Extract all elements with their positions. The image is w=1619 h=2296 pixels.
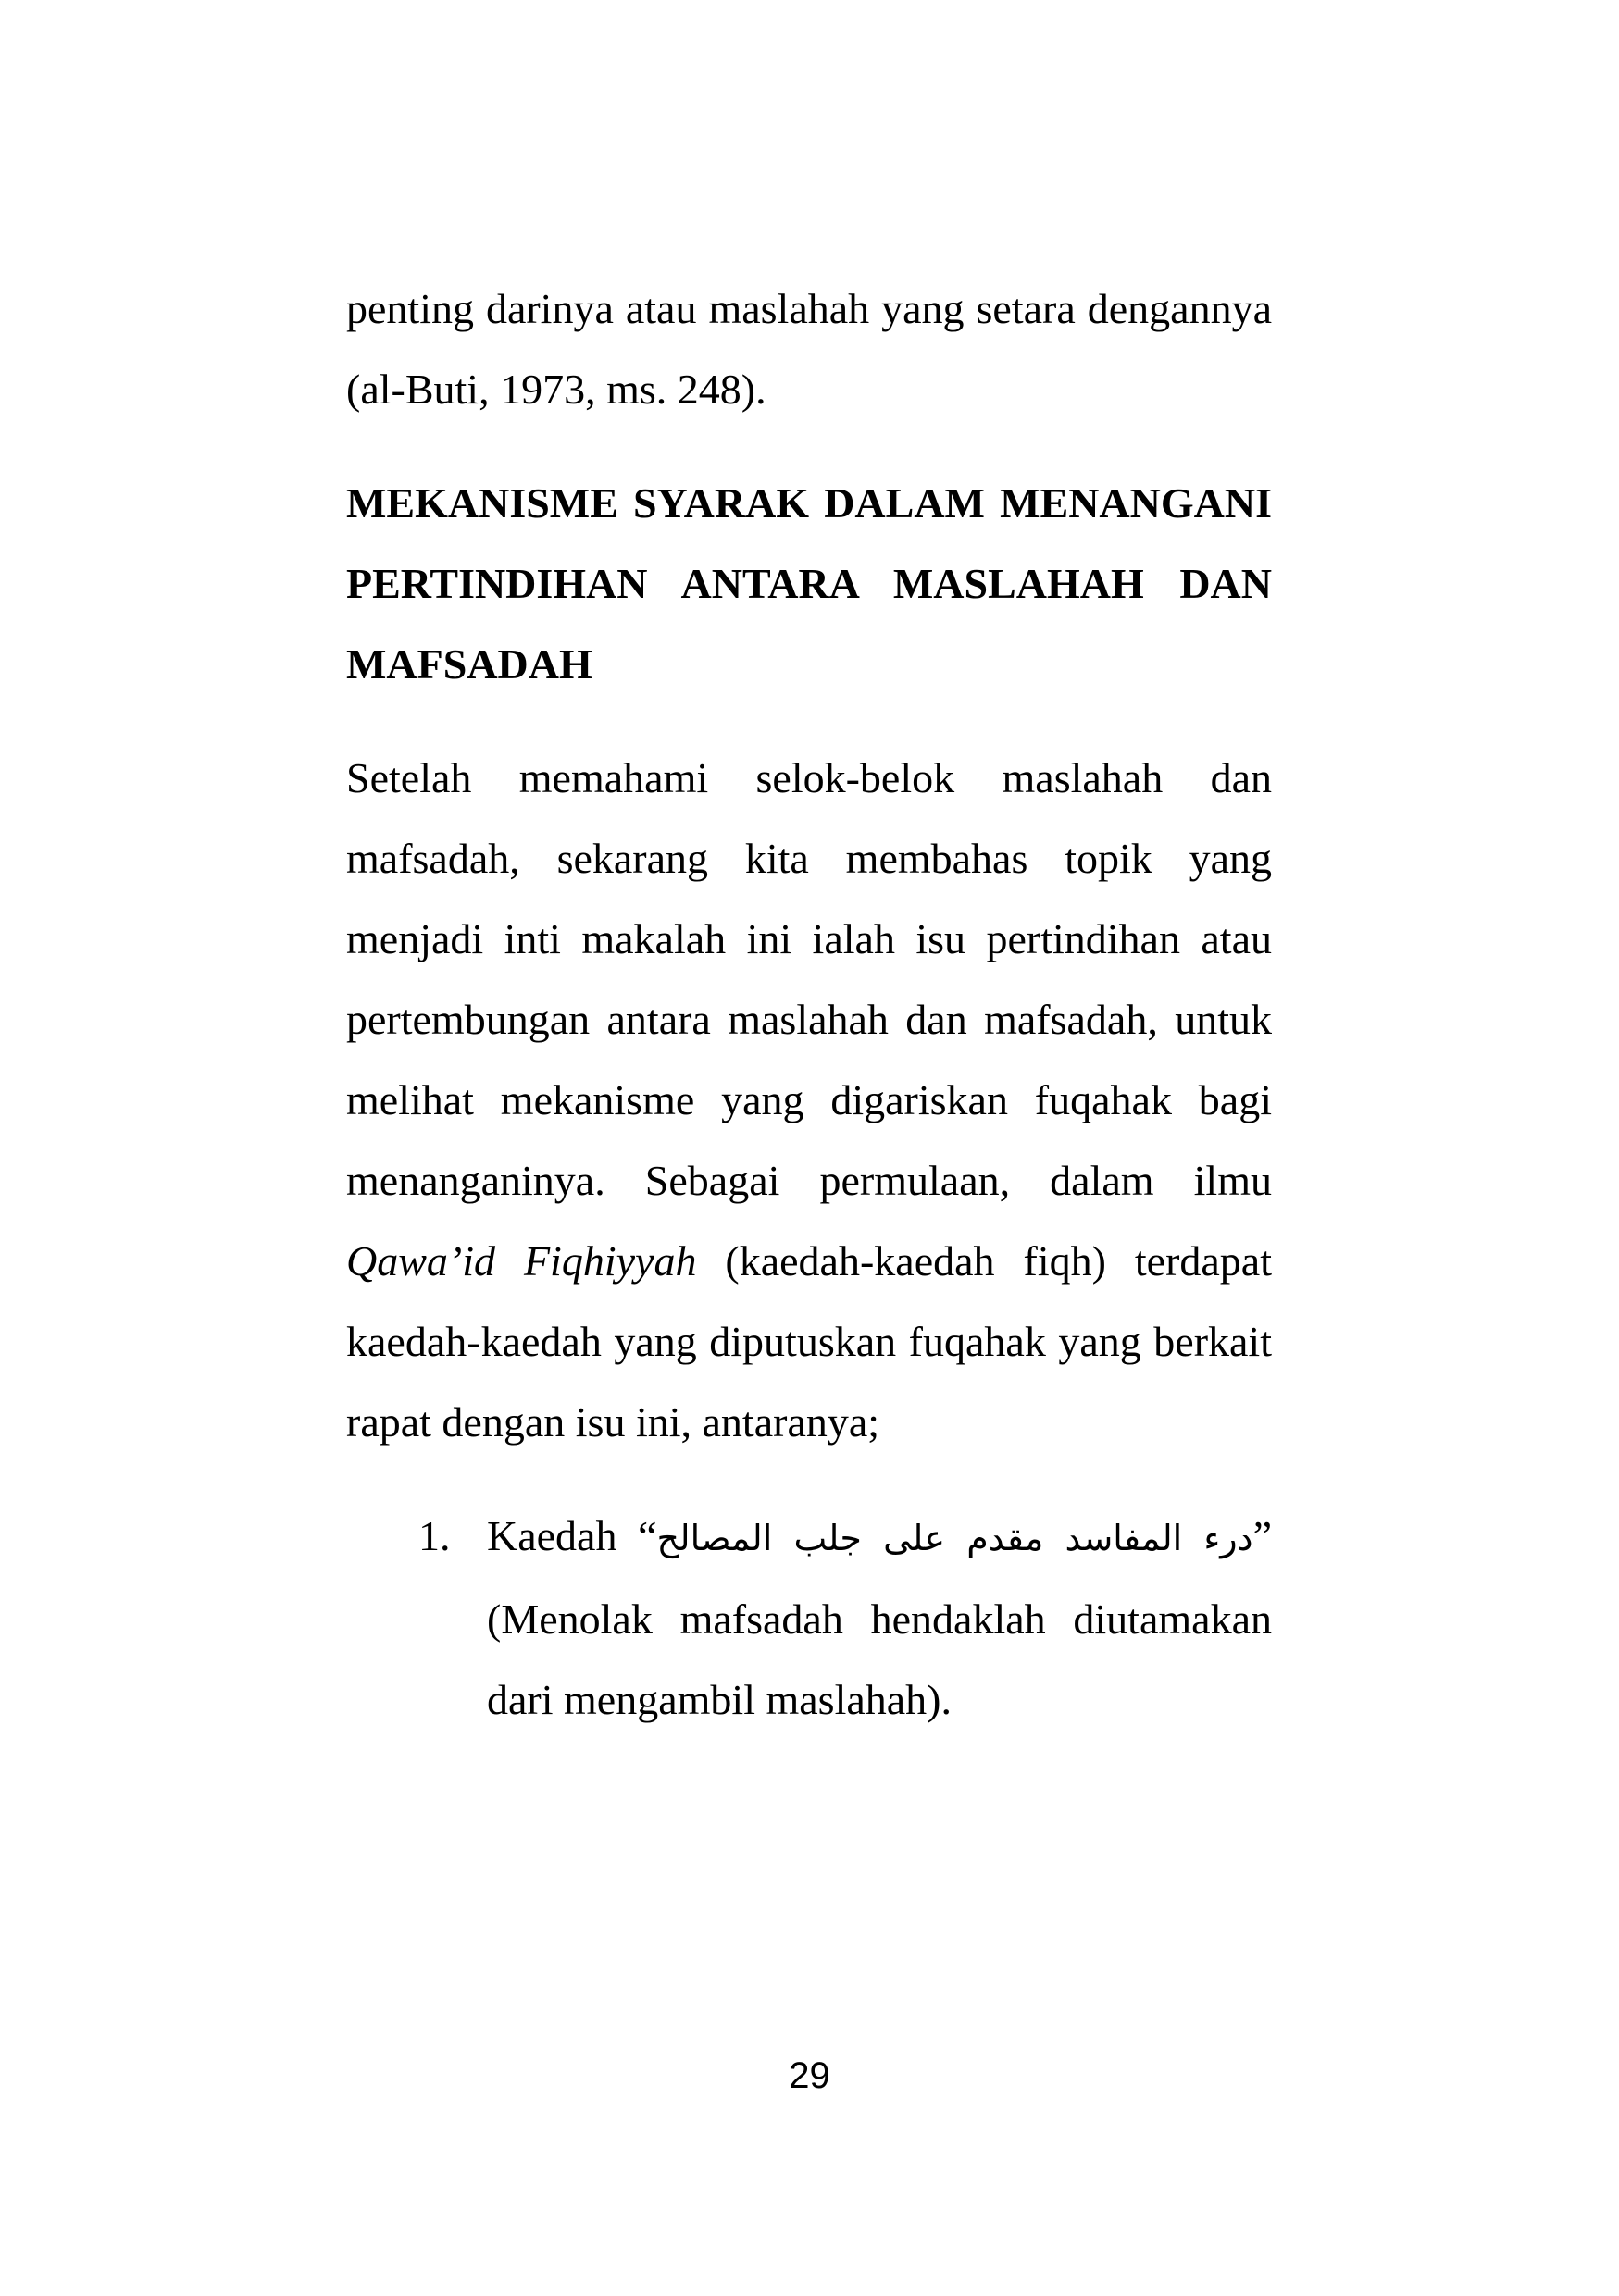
page-number: 29: [789, 2055, 830, 2096]
list-item-suffix: ” (Menolak mafsadah hendaklah diutamakan dari mengambil maslahah).: [487, 1512, 1272, 1723]
section-heading: MEKANISME SYARAK DALAM MENANGANI PERTINDIHAN ANTARA MASLAHAH DAN MAFSADAH: [346, 479, 1272, 688]
paragraph-main: [346, 738, 1272, 1462]
list-item: [346, 1496, 1272, 1740]
page-content: [346, 268, 1272, 1740]
paragraph-main-italic-term: Qawa’id Fiqhiyyah: [346, 1237, 697, 1285]
paragraph-continuation: penting darinya atau maslahah yang setara dengannya (al-Buti, 1973, ms. 248).: [346, 285, 1272, 413]
paragraph-main-text-1: Setelah memahami selok-belok maslahah dan mafsadah, sekarang kita membahas topik yang menjadi inti makalah ini ialah isu pertindihan atau pertembungan antara maslahah dan mafsadah, untuk melihat mekanisme yang digariskan fuqahak bagi menanganinya. Sebagai permulaan, dalam ilmu: [346, 754, 1272, 1204]
list-item-number: 1.: [418, 1512, 451, 1559]
paragraph-main-text-2: (kaedah-kaedah fiqh) terdapat kaedah-kaedah yang diputuskan fuqahak yang berkait rapat dengan isu ini, antaranya;: [346, 1237, 1272, 1446]
list-item-prefix: Kaedah “: [487, 1512, 657, 1559]
rule-list: [346, 1496, 1272, 1740]
list-item-arabic-rule: درء المفاسد مقدم على جلب المصالح: [656, 1518, 1253, 1558]
